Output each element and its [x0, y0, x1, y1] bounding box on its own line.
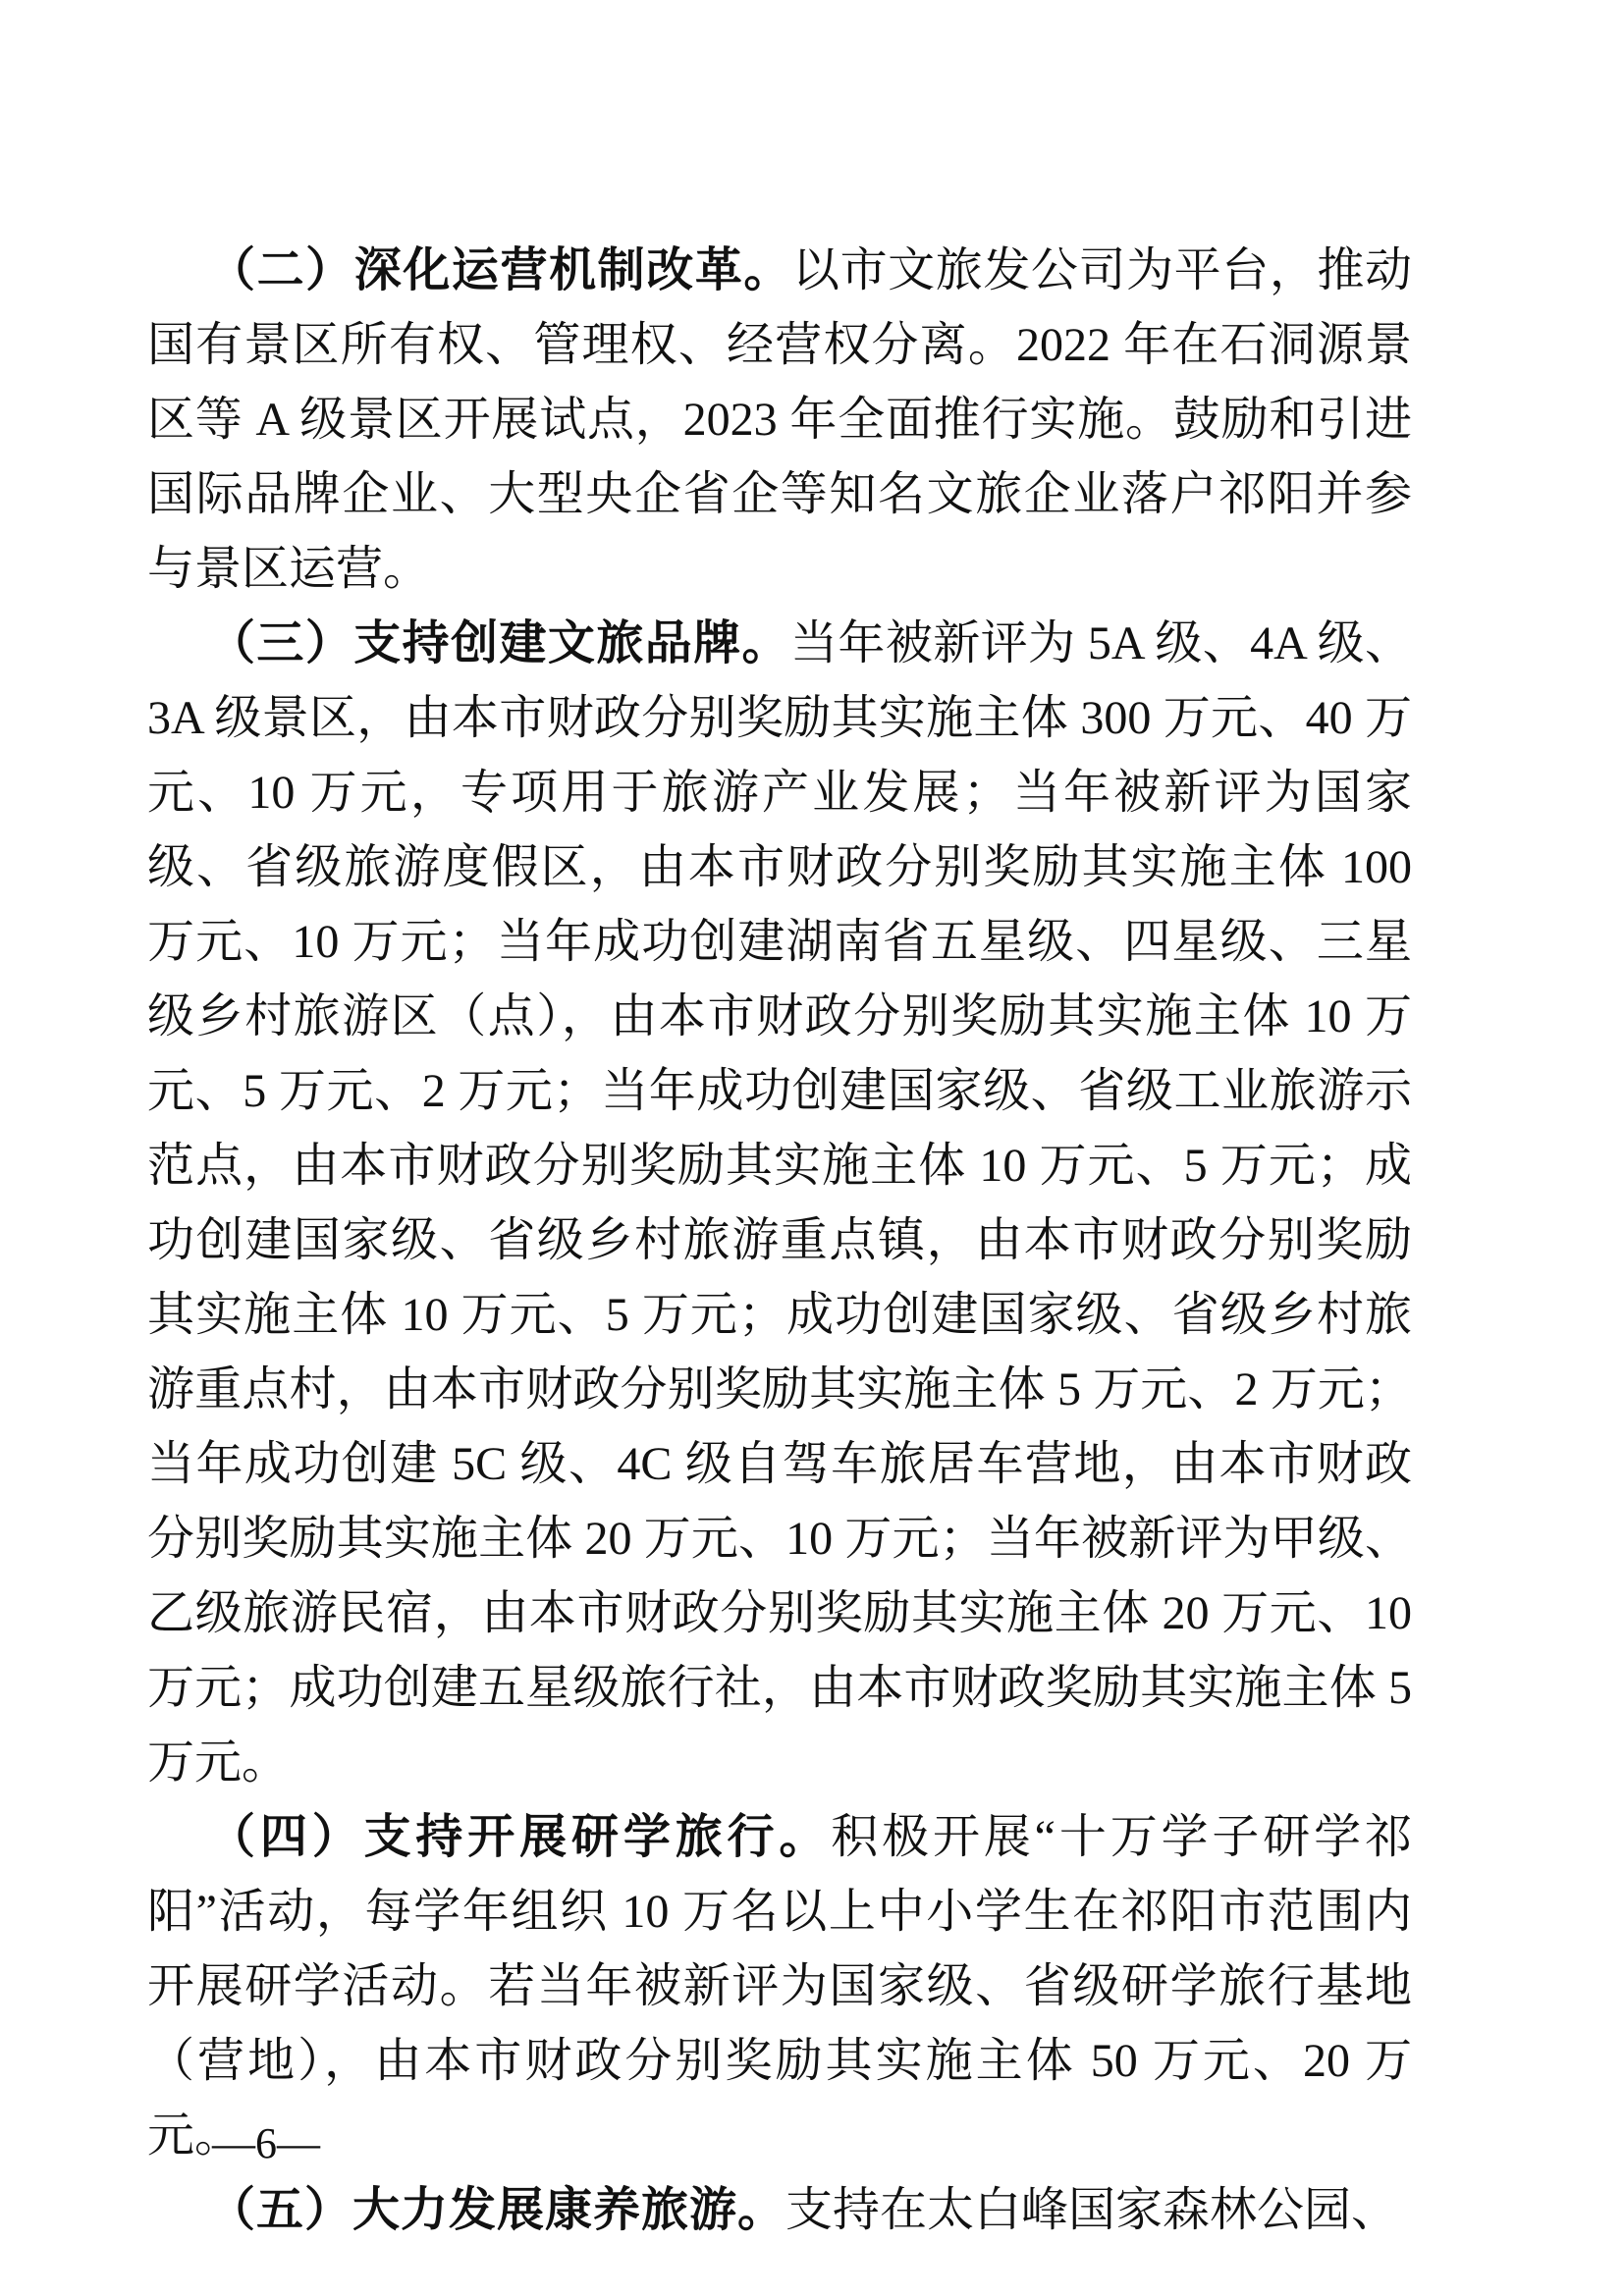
section-3-body: 当年被新评为 5A 级、4A 级、3A 级景区，由本市财政分别奖励其实施主体 300 万元、40 万元、10 万元，专项用于旅游产业发展；当年被新评为国家级、省级旅游度假区，由本市财政分别奖励其实施主体 100 万元、10 万元；当年成功创建湖南省五星级、四星级、三星级乡村旅游区（点），由本市财政分别奖励其实施主体 10 万元、5 万元、2 万元；当年成功创建国家级、省级工业旅游示范点，由本市财政分别奖励其实施主体 10 万元、5 万元；成功创建国家级、省级乡村旅游重点镇，由本市财政分别奖励其实施主体 10 万元、5 万元；成功创建国家级、省级乡村旅游重点村，由本市财政分别奖励其实施主体 5 万元、2 万元；当年成功创建 5C 级、4C 级自驾车旅居车营地，由本市财政分别奖励其实施主体 20 万元、10 万元；当年被新评为甲级、乙级旅游民宿，由本市财政分别奖励其实施主体 20 万元、10 万元；成功创建五星级旅行社，由本市财政奖励其实施主体 5 万元。: [147, 617, 1412, 1789]
section-5-body: 支持在太白峰国家森林公园、: [785, 2184, 1399, 2236]
page-number: —6—: [212, 2119, 320, 2167]
paragraph-section-2: [147, 234, 1412, 607]
section-4-heading: （四）支持开展研学旅行。: [208, 1811, 832, 1863]
paragraph-section-5: [147, 2173, 1412, 2248]
paragraph-section-3: [147, 607, 1412, 1800]
section-2-body: 以市文旅发公司为平台，推动国有景区所有权、管理权、经营权分离。2022 年在石洞源景区等 A 级景区开展试点，2023 年全面推行实施。鼓励和引进国际品牌企业、大型央企省企等知名文旅企业落户祁阳并参与景区运营。: [147, 244, 1412, 595]
section-2-heading: （二）深化运营机制改革。: [208, 244, 792, 296]
document-body: [147, 234, 1412, 2248]
section-3-heading: （三）支持创建文旅品牌。: [208, 617, 790, 669]
section-4-body: 积极开展“十万学子研学祁阳”活动，每学年组织 10 万名以上中小学生在祁阳市范围内开展研学活动。若当年被新评为国家级、省级研学旅行基地（营地），由本市财政分别奖励其实施主体 50 万元、20 万元。: [147, 1811, 1412, 2162]
paragraph-section-4: [147, 1800, 1412, 2173]
section-5-heading: （五）大力发展康养旅游。: [208, 2184, 786, 2236]
